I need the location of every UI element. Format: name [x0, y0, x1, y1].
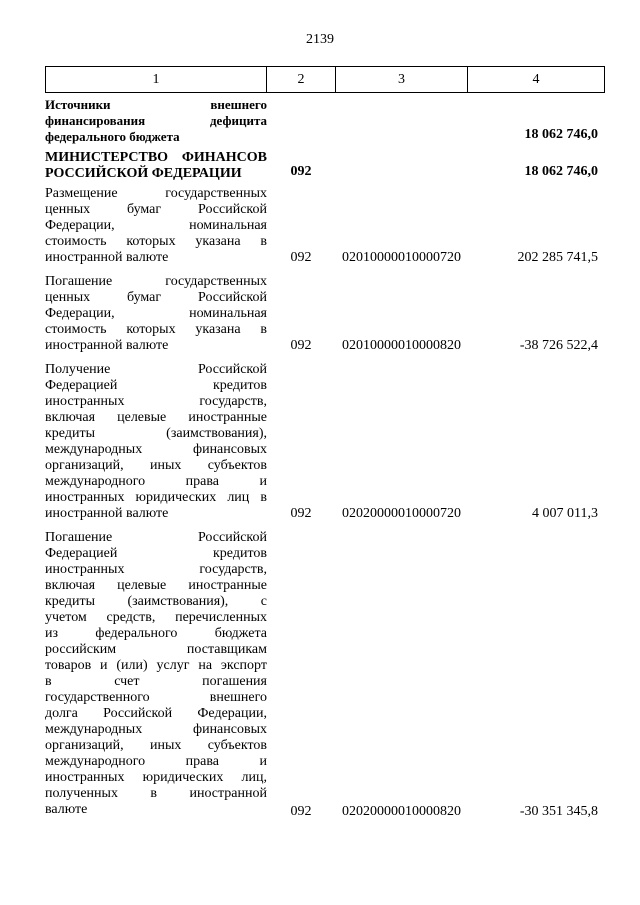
name-line: Источники внешнего — [45, 97, 267, 112]
name-line: иностранной валюте — [45, 338, 169, 353]
row-code: 092 — [290, 804, 312, 819]
name-line: РОССИЙСКОЙ ФЕДЕРАЦИИ — [45, 166, 242, 181]
row-amount: -30 351 345,8 — [519, 804, 598, 819]
name-line: Погашение Российской — [45, 530, 267, 545]
name-line: финансирования дефицита — [45, 113, 267, 128]
row-name — [45, 186, 267, 266]
name-line: включая целевые иностранные — [45, 578, 267, 593]
name-line: товаров и (или) услуг на экспорт — [45, 658, 267, 673]
name-line: международных финансовых — [45, 442, 267, 457]
name-line: Федерации, номинальная — [45, 218, 267, 233]
name-line: включая целевые иностранные — [45, 410, 267, 425]
header-col-2: 2 — [266, 66, 336, 93]
header-col-4: 4 — [467, 66, 605, 93]
row-code: 092 — [290, 506, 312, 521]
name-line: долга Российской Федерации, — [45, 706, 267, 721]
name-line: Получение Российской — [45, 362, 267, 377]
name-line: кредиты (заимствования), — [45, 426, 267, 441]
row-kbk: 02020000010000820 — [342, 804, 461, 819]
row-name — [45, 362, 267, 522]
name-line: кредиты (заимствования), с — [45, 594, 267, 609]
name-line: государственного внешнего — [45, 690, 267, 705]
name-line: организаций, иных субъектов — [45, 458, 267, 473]
header-col-1: 1 — [45, 66, 267, 93]
name-line: иностранной валюте — [45, 506, 169, 521]
name-line: иностранной валюте — [45, 250, 169, 265]
name-line: МИНИСТЕРСТВО ФИНАНСОВ — [45, 150, 267, 165]
table-row-repayment-credits — [45, 530, 605, 820]
name-line: в счет погашения — [45, 674, 267, 689]
name-line: федерального бюджета — [45, 129, 180, 144]
row-name — [45, 530, 267, 818]
name-line: международных финансовых — [45, 722, 267, 737]
row-kbk: 02020000010000720 — [342, 506, 461, 521]
name-line: иностранных государств, — [45, 394, 267, 409]
table-row-sources — [45, 97, 605, 145]
row-code: 092 — [290, 164, 312, 179]
name-line: валюте — [45, 802, 88, 817]
name-line: Размещение государственных — [45, 186, 267, 201]
name-line: стоимость которых указана в — [45, 234, 267, 249]
name-line: иностранных государств, — [45, 562, 267, 577]
name-line: организаций, иных субъектов — [45, 738, 267, 753]
table-row-placement-securities — [45, 186, 605, 266]
row-amount: -38 726 522,4 — [519, 338, 598, 353]
row-kbk: 02010000010000820 — [342, 338, 461, 353]
name-line: из федерального бюджета — [45, 626, 267, 641]
row-name — [45, 97, 267, 145]
name-line: ценных бумаг Российской — [45, 202, 267, 217]
name-line: иностранных юридических лиц в — [45, 490, 267, 505]
table-row-repayment-securities — [45, 274, 605, 354]
row-kbk: 02010000010000720 — [342, 250, 461, 265]
name-line: стоимость которых указана в — [45, 322, 267, 337]
table-row-ministry — [45, 150, 605, 182]
name-line: международного права и — [45, 474, 267, 489]
table-row-receipt-credits — [45, 362, 605, 522]
name-line: Федерацией кредитов — [45, 378, 267, 393]
header-col-3: 3 — [335, 66, 468, 93]
name-line: Погашение государственных — [45, 274, 267, 289]
row-amount: 18 062 746,0 — [524, 164, 598, 179]
name-line: полученных в иностранной — [45, 786, 267, 801]
row-code: 092 — [290, 338, 312, 353]
row-amount: 18 062 746,0 — [524, 127, 598, 142]
row-name — [45, 274, 267, 354]
name-line: Федерации, номинальная — [45, 306, 267, 321]
row-amount: 202 285 741,5 — [517, 250, 598, 265]
row-code: 092 — [290, 250, 312, 265]
page-number: 2139 — [306, 32, 334, 47]
name-line: международного права и — [45, 754, 267, 769]
name-line: российским поставщикам — [45, 642, 267, 657]
row-amount: 4 007 011,3 — [532, 506, 598, 521]
name-line: Федерацией кредитов — [45, 546, 267, 561]
name-line: ценных бумаг Российской — [45, 290, 267, 305]
name-line: учетом средств, перечисленных — [45, 610, 267, 625]
name-line: иностранных юридических лиц, — [45, 770, 267, 785]
row-name — [45, 150, 267, 182]
